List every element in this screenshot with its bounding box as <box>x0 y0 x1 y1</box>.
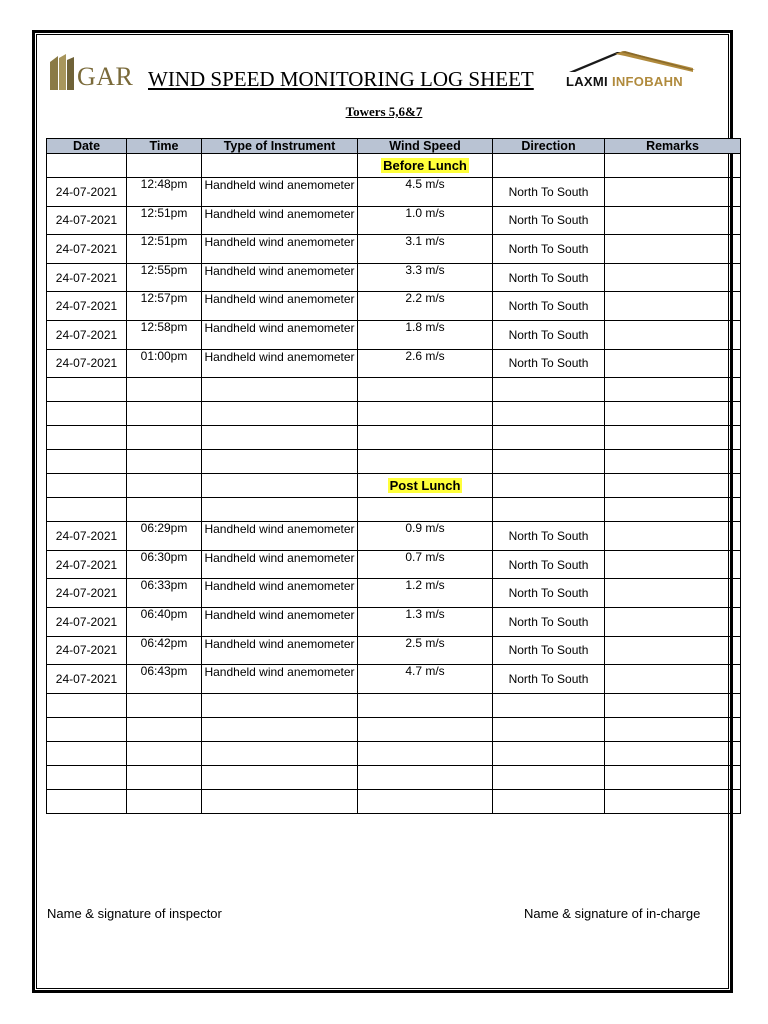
table-row <box>47 607 741 636</box>
cell-time: 06:33pm <box>127 579 202 608</box>
cell-time: 06:29pm <box>127 522 202 551</box>
cell-direction: North To South <box>493 178 605 207</box>
cell-time: 12:48pm <box>127 178 202 207</box>
cell-speed: 4.7 m/s <box>358 665 493 694</box>
cell-time: 06:43pm <box>127 665 202 694</box>
table-row <box>47 178 741 207</box>
cell-date: 24-07-2021 <box>47 349 127 378</box>
cell-date: 24-07-2021 <box>47 522 127 551</box>
table-row <box>47 665 741 694</box>
column-header: Date <box>47 139 127 154</box>
cell-date: 24-07-2021 <box>47 206 127 235</box>
inspector-signature-label: Name & signature of inspector <box>47 906 222 921</box>
cell-remarks <box>605 178 741 207</box>
cell-date: 24-07-2021 <box>47 665 127 694</box>
cell-time: 12:57pm <box>127 292 202 321</box>
table-row <box>47 263 741 292</box>
cell-direction: North To South <box>493 263 605 292</box>
cell-speed: 2.5 m/s <box>358 636 493 665</box>
cell-speed: 0.9 m/s <box>358 522 493 551</box>
empty-row <box>47 741 741 765</box>
cell-remarks <box>605 636 741 665</box>
cell-direction: North To South <box>493 206 605 235</box>
cell-date: 24-07-2021 <box>47 235 127 264</box>
cell-date: 24-07-2021 <box>47 579 127 608</box>
cell-instrument: Handheld wind anemometer <box>202 579 358 608</box>
empty-row <box>47 426 741 450</box>
gar-logo-text: GAR <box>77 62 134 91</box>
cell-direction: North To South <box>493 349 605 378</box>
laxmi-logo <box>565 50 697 92</box>
cell-date: 24-07-2021 <box>47 320 127 349</box>
infobahn-word: INFOBAHN <box>611 74 683 89</box>
cell-date: 24-07-2021 <box>47 178 127 207</box>
cell-remarks <box>605 206 741 235</box>
cell-direction: North To South <box>493 636 605 665</box>
table-header-row <box>47 139 741 154</box>
cell-remarks <box>605 349 741 378</box>
empty-row <box>47 378 741 402</box>
before-lunch-row <box>47 154 741 178</box>
cell-instrument: Handheld wind anemometer <box>202 636 358 665</box>
cell-time: 12:58pm <box>127 320 202 349</box>
cell-remarks <box>605 607 741 636</box>
cell-time: 12:51pm <box>127 206 202 235</box>
cell-instrument: Handheld wind anemometer <box>202 235 358 264</box>
cell-time: 01:00pm <box>127 349 202 378</box>
gar-building-icon <box>49 54 75 90</box>
column-header: Remarks <box>605 139 741 154</box>
table-row <box>47 349 741 378</box>
cell-instrument: Handheld wind anemometer <box>202 320 358 349</box>
cell-speed: 1.3 m/s <box>358 607 493 636</box>
empty-row <box>47 402 741 426</box>
cell-remarks <box>605 320 741 349</box>
table-row <box>47 292 741 321</box>
empty-row <box>47 765 741 789</box>
cell-speed: 1.8 m/s <box>358 320 493 349</box>
cell-speed: 1.2 m/s <box>358 579 493 608</box>
cell-direction: North To South <box>493 292 605 321</box>
cell-instrument: Handheld wind anemometer <box>202 522 358 551</box>
cell-date: 24-07-2021 <box>47 636 127 665</box>
cell-time: 12:51pm <box>127 235 202 264</box>
cell-speed: 1.0 m/s <box>358 206 493 235</box>
empty-row <box>47 450 741 474</box>
column-header: Direction <box>493 139 605 154</box>
cell-direction: North To South <box>493 550 605 579</box>
incharge-signature-label: Name & signature of in-charge <box>524 906 701 921</box>
post-lunch-row <box>47 474 741 498</box>
cell-instrument: Handheld wind anemometer <box>202 607 358 636</box>
cell-instrument: Handheld wind anemometer <box>202 178 358 207</box>
cell-direction: North To South <box>493 320 605 349</box>
cell-time: 06:40pm <box>127 607 202 636</box>
cell-instrument: Handheld wind anemometer <box>202 206 358 235</box>
column-header: Wind Speed <box>358 139 493 154</box>
laxmi-word: LAXMI <box>566 74 608 89</box>
cell-direction: North To South <box>493 607 605 636</box>
cell-remarks <box>605 579 741 608</box>
table-row <box>47 206 741 235</box>
cell-time: 12:55pm <box>127 263 202 292</box>
cell-date: 24-07-2021 <box>47 263 127 292</box>
cell-instrument: Handheld wind anemometer <box>202 550 358 579</box>
cell-speed: 3.3 m/s <box>358 263 493 292</box>
cell-date: 24-07-2021 <box>47 607 127 636</box>
table-row <box>47 235 741 264</box>
cell-date: 24-07-2021 <box>47 550 127 579</box>
table-row <box>47 579 741 608</box>
empty-row <box>47 717 741 741</box>
cell-remarks <box>605 263 741 292</box>
column-header: Time <box>127 139 202 154</box>
cell-speed: 4.5 m/s <box>358 178 493 207</box>
page-subtitle: Towers 5,6&7 <box>345 104 423 119</box>
cell-direction: North To South <box>493 235 605 264</box>
gar-logo <box>49 52 133 90</box>
empty-row <box>47 693 741 717</box>
empty-row <box>47 498 741 522</box>
column-header: Type of Instrument <box>202 139 358 154</box>
cell-speed: 2.6 m/s <box>358 349 493 378</box>
page-title: WIND SPEED MONITORING LOG SHEET <box>148 67 534 91</box>
table-row <box>47 550 741 579</box>
post-lunch-label: Post Lunch <box>389 478 461 494</box>
cell-remarks <box>605 235 741 264</box>
cell-instrument: Handheld wind anemometer <box>202 263 358 292</box>
table-row <box>47 320 741 349</box>
table-row <box>47 522 741 551</box>
empty-row <box>47 789 741 813</box>
cell-speed: 0.7 m/s <box>358 550 493 579</box>
cell-instrument: Handheld wind anemometer <box>202 292 358 321</box>
wind-log-table <box>46 138 741 814</box>
cell-speed: 2.2 m/s <box>358 292 493 321</box>
cell-instrument: Handheld wind anemometer <box>202 665 358 694</box>
cell-direction: North To South <box>493 522 605 551</box>
cell-remarks <box>605 550 741 579</box>
cell-direction: North To South <box>493 579 605 608</box>
cell-time: 06:42pm <box>127 636 202 665</box>
cell-remarks <box>605 665 741 694</box>
table-row <box>47 636 741 665</box>
cell-remarks <box>605 292 741 321</box>
cell-instrument: Handheld wind anemometer <box>202 349 358 378</box>
cell-speed: 3.1 m/s <box>358 235 493 264</box>
cell-time: 06:30pm <box>127 550 202 579</box>
laxmi-roof-icon <box>565 50 697 74</box>
cell-direction: North To South <box>493 665 605 694</box>
laxmi-logo-text <box>566 74 683 89</box>
cell-date: 24-07-2021 <box>47 292 127 321</box>
cell-remarks <box>605 522 741 551</box>
before-lunch-label: Before Lunch <box>383 158 467 173</box>
